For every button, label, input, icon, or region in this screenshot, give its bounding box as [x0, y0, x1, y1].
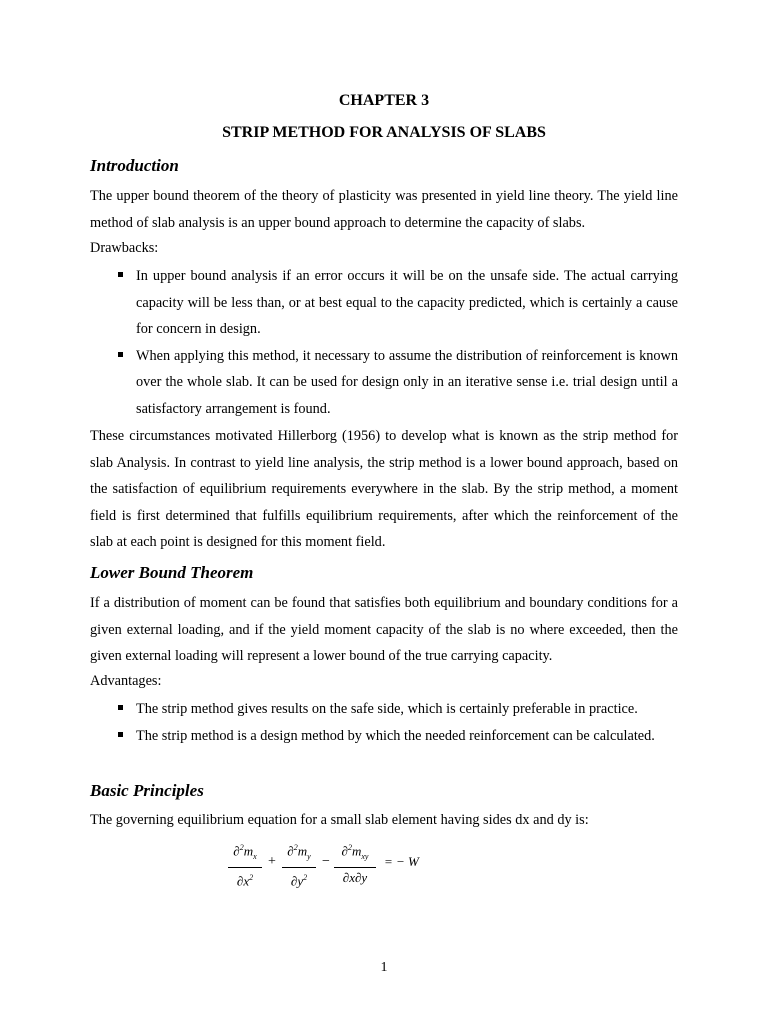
equation-term-mxy: $\partial^2m_{xy}$ ∂x∂y: [334, 840, 376, 886]
page-number: 1: [380, 960, 388, 975]
intro-paragraph-2: These circumstances motivated Hillerborg (1956) to develop what is known as the strip method for slab Analysis. In contrast to yield line analysis, the strip method is a lower bound approach, based on the satisfaction of equilibrium requirements everywhere in the slab. By the strip method, a moment field is first determined that fulfills equilibrium requirements, after which the reinforcement of the slab at each point is designed for this moment field.: [90, 428, 678, 551]
chapter-title: STRIP METHOD FOR ANALYSIS OF SLABS: [222, 124, 546, 141]
advantage-text: The strip method is a design method by which the needed reinforcement can be calculated.: [136, 727, 655, 744]
intro-paragraph-1: The upper bound theorem of the theory of plasticity was presented in yield line theory. The yield line method of slab analysis is an upper bound approach to determine the capacity of slabs.: [90, 188, 678, 231]
list-item: [0, 696, 768, 723]
equation-term-my: $\partial^2m_y$ $\partial y^2$: [282, 840, 316, 889]
bullet-square-icon: [118, 352, 123, 357]
advantage-text: The strip method gives results on the safe side, which is certainly preferable in practice.: [136, 701, 638, 717]
drawback-text: In upper bound analysis if an error occurs it will be on the unsafe side. The actual carrying capacity will be less than, or at best equal to the capacity predicted, which is certainly a cause for concern in design.: [136, 268, 678, 338]
lower-bound-paragraph: If a distribution of moment can be found that satisfies both equilibrium and boundary conditions for a given external loading, and if the yield moment capacity of the slab is no where exceeded, then the given external loading will represent a lower bound of the true carrying capacity.: [90, 595, 678, 665]
advantages-label: Advantages:: [90, 673, 162, 689]
heading-introduction: Introduction: [90, 156, 179, 175]
chapter-label: CHAPTER 3: [338, 92, 430, 109]
list-item: [0, 343, 768, 423]
equation-rhs: = − W: [384, 854, 419, 869]
list-item: [0, 723, 768, 750]
heading-lower-bound-theorem: Lower Bound Theorem: [90, 563, 254, 582]
drawback-text: When applying this method, it necessary to assume the distribution of reinforcement is known over the whole slab. It can be used for design only in an iterative sense i.e. trial design until a satisfactory arrangement is found.: [136, 347, 678, 417]
bullet-square-icon: [118, 272, 123, 277]
bullet-square-icon: [118, 732, 123, 737]
list-item: [0, 263, 768, 343]
heading-basic-principles: Basic Principles: [90, 781, 204, 800]
basic-principles-paragraph: The governing equilibrium equation for a small slab element having sides dx and dy is:: [90, 812, 589, 828]
advantages-list: [0, 696, 768, 749]
equation-term-mx: $\partial^2m_x$ $\partial x^2$: [228, 840, 262, 889]
equation-minus: −: [322, 854, 330, 869]
bullet-square-icon: [118, 705, 123, 710]
drawbacks-list: [0, 263, 768, 423]
equation-plus: +: [268, 854, 276, 869]
drawbacks-label: Drawbacks:: [90, 240, 159, 256]
